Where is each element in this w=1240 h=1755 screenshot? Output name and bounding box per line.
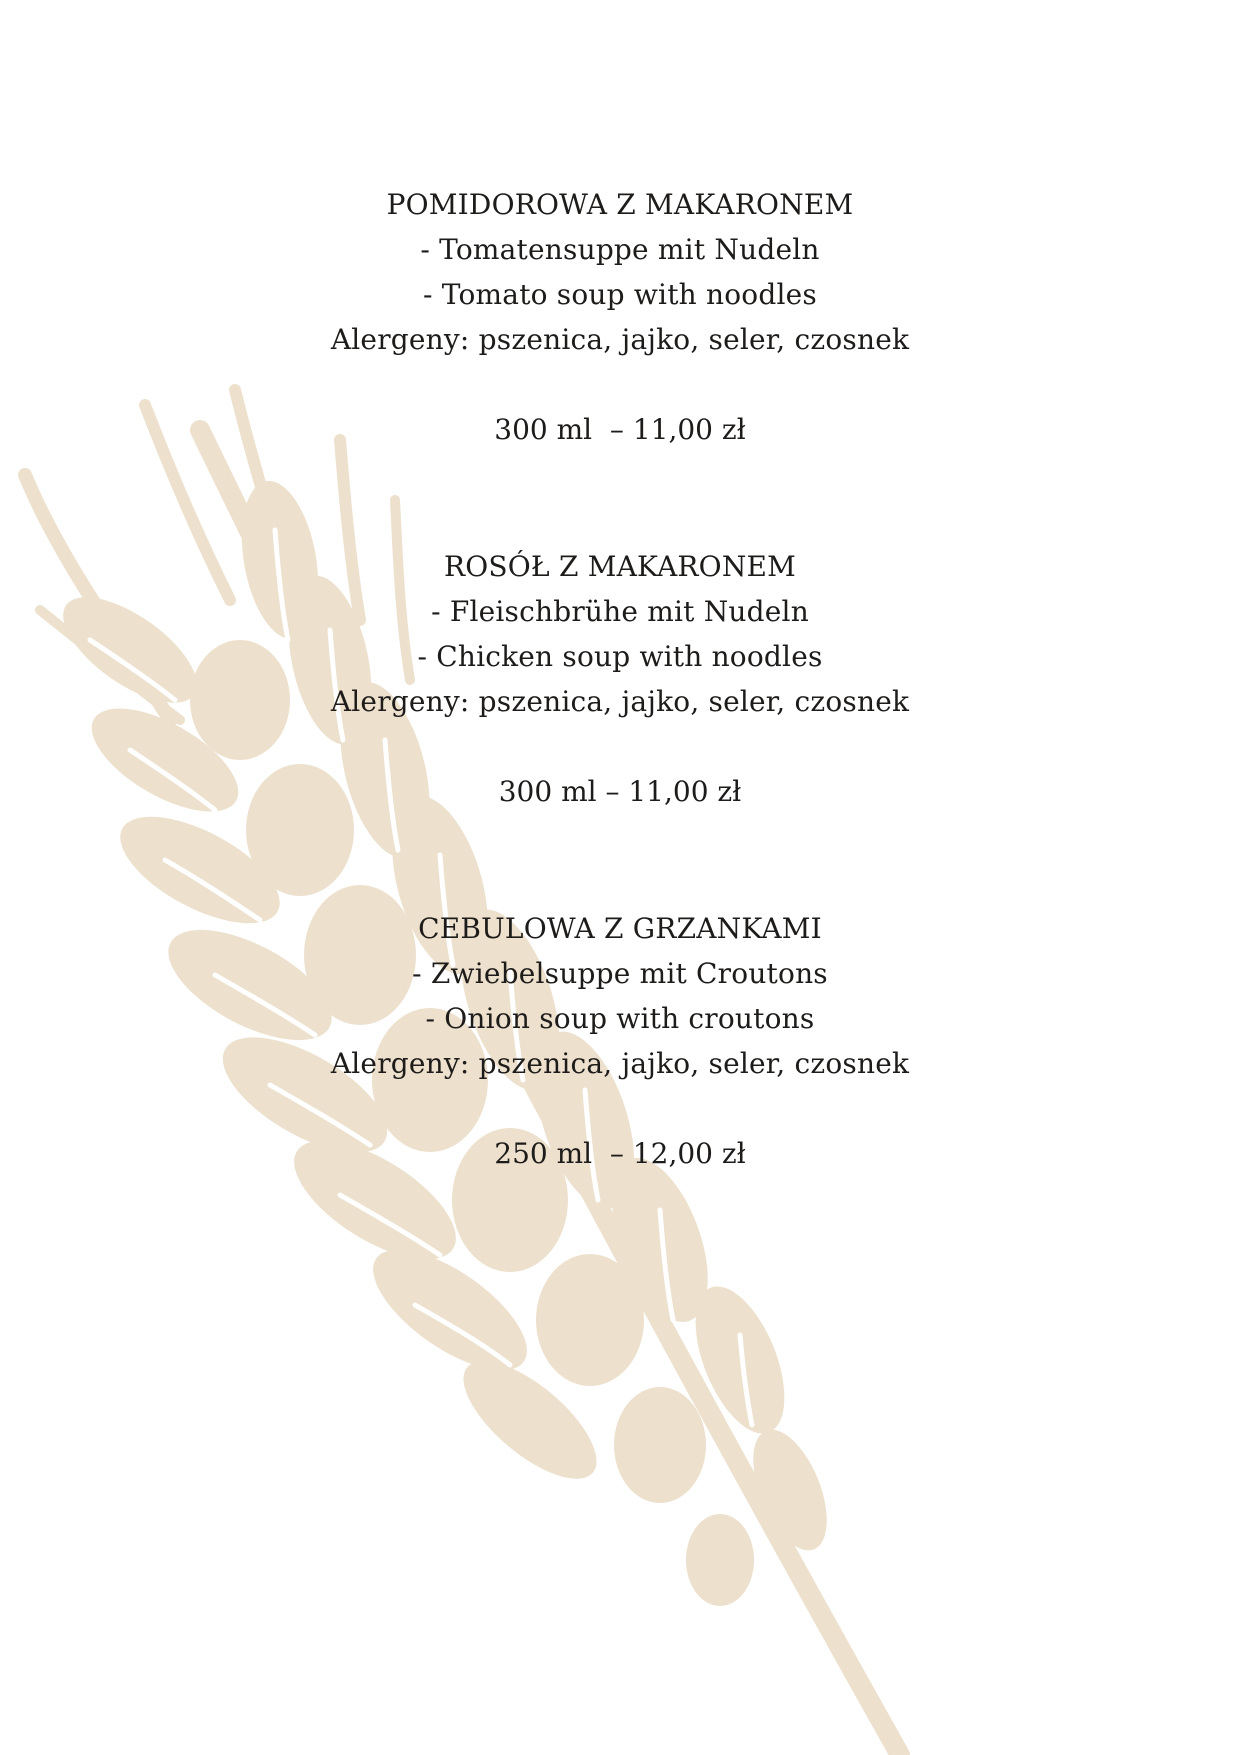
menu-item-chicken-soup [0,544,1240,814]
menu-item-tomato-soup [0,182,1240,452]
dish-name-en: - Chicken soup with noodles [417,640,823,673]
dish-price: 300 ml – 11,00 zł [498,775,742,808]
dish-price: 300 ml – 11,00 zł [494,413,746,446]
dish-allergens: Alergeny: pszenica, jajko, seler, czosnek [330,685,910,718]
dish-name-en: - Onion soup with croutons [425,1002,815,1035]
dish-allergens: Alergeny: pszenica, jajko, seler, czosnek [330,323,910,356]
dish-name-de: - Zwiebelsuppe mit Croutons [412,957,828,990]
dish-name-pl: POMIDOROWA Z MAKARONEM [386,188,854,221]
dish-name-pl: ROSÓŁ Z MAKARONEM [443,550,797,583]
dish-name-pl: CEBULOWA Z GRZANKAMI [418,912,822,945]
dish-price: 250 ml – 12,00 zł [494,1137,746,1170]
dish-name-en: - Tomato soup with noodles [423,278,817,311]
dish-allergens: Alergeny: pszenica, jajko, seler, czosnek [330,1047,910,1080]
dish-name-de: - Fleischbrühe mit Nudeln [431,595,809,628]
menu-item-onion-soup [0,906,1240,1176]
dish-name-de: - Tomatensuppe mit Nudeln [420,233,820,266]
